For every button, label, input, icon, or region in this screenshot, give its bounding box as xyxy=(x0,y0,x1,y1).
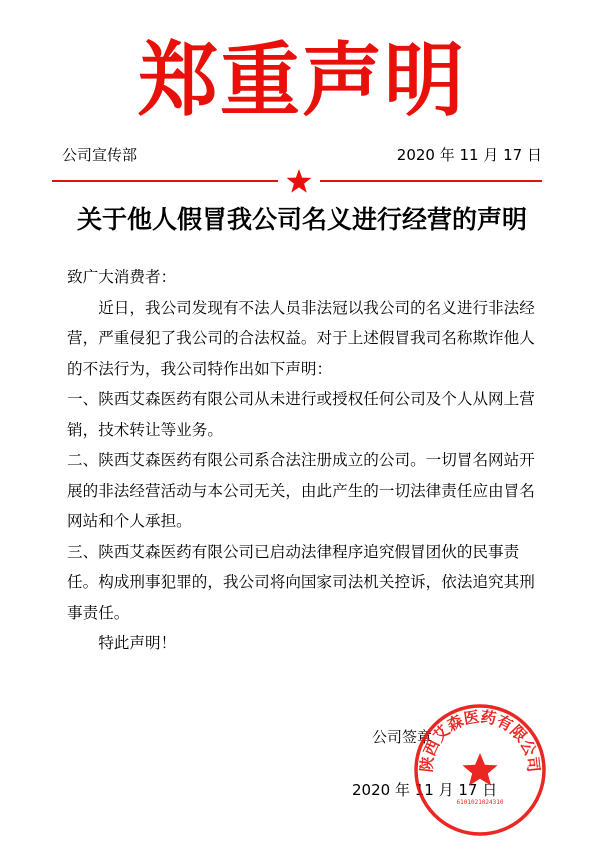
issue-date: 2020 年 11 月 17 日 xyxy=(396,146,542,164)
seal-arc-text: 陕西艾森医药有限公司 xyxy=(416,706,544,774)
header-divider-left xyxy=(52,180,278,182)
paragraph-intro: 近日，我公司发现有不法人员非法冠以我公司的名义进行非法经营，严重侵犯了我公司的合法权益。对于上述假冒我司名称欺诈他人的不法行为，我公司特作出如下声明： xyxy=(67,298,535,378)
paragraph-item-2: 二、陕西艾森医药有限公司系合法注册成立的公司。一切冒名网站开展的非法经营活动与本公司无关，由此产生的一切法律责任应由冒名网站和个人承担。 xyxy=(67,451,535,530)
main-title: 郑重声明 xyxy=(138,34,466,127)
statement-body xyxy=(67,262,547,659)
header-divider-right xyxy=(320,180,542,182)
star-icon xyxy=(286,169,312,193)
signature-date: 2020 年 11 月 17 日 xyxy=(352,781,498,799)
paragraph-item-1: 一、陕西艾森医药有限公司从未进行或授权任何公司及个人从网上营销，技术转让等业务。 xyxy=(67,390,535,439)
salutation: 致广大消费者： xyxy=(67,268,177,286)
company-seal-stamp xyxy=(412,702,548,838)
seal-star-icon xyxy=(462,753,497,786)
signature-label: 公司签章 xyxy=(372,728,433,746)
issuing-department: 公司宣传部 xyxy=(62,146,138,164)
statement-subtitle: 关于他人假冒我公司名义进行经营的声明 xyxy=(76,205,527,234)
paragraph-item-3: 三、陕西艾森医药有限公司已启动法律程序追究假冒团伙的民事责任。构成刑事犯罪的，我公司将向国家司法机关控诉，依法追究其刑事责任。 xyxy=(67,542,535,622)
seal-serial-number: 6101021024310 xyxy=(456,799,504,806)
closing-line: 特此声明！ xyxy=(98,634,177,652)
